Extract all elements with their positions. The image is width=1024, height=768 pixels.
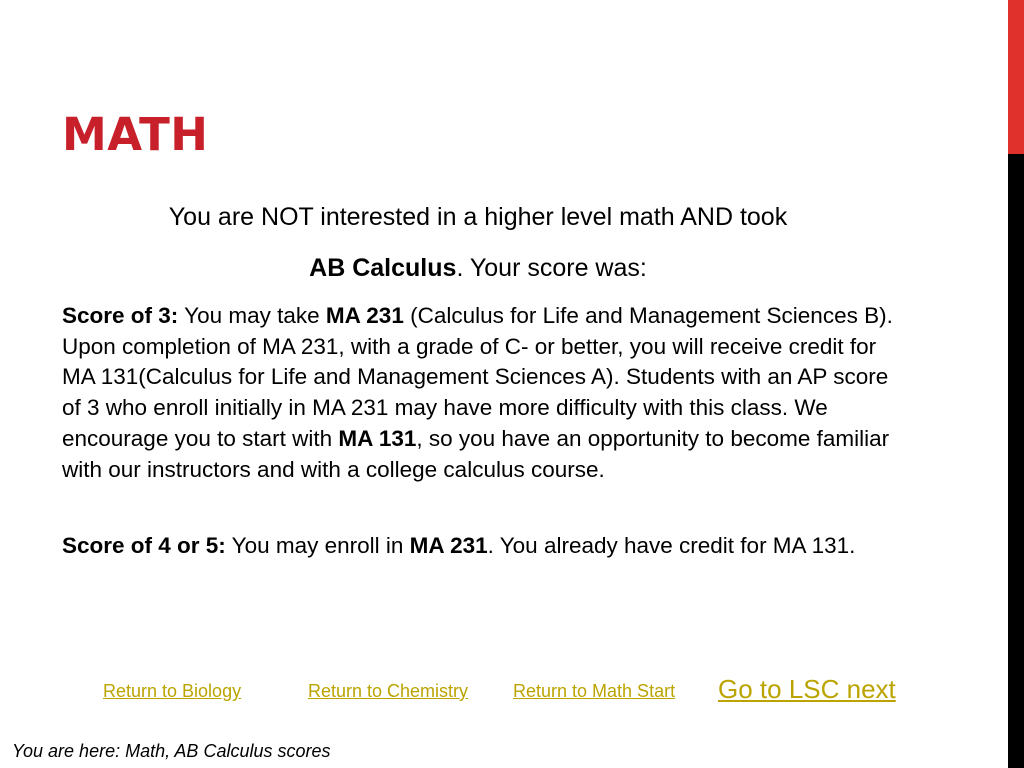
score-3-text-3: , so you have an opportunity to become familiar with our instructors and with a college calculus course.	[62, 425, 890, 482]
slide-title: MATH	[62, 108, 209, 161]
breadcrumb: You are here: Math, AB Calculus scores	[12, 741, 331, 761]
intro-course-name: AB Calculus	[309, 254, 457, 282]
score-4-5-course: MA 231	[409, 533, 488, 558]
score-3-label: Score of 3:	[62, 303, 179, 328]
return-to-chemistry-link[interactable]: Return to Chemistry	[308, 681, 469, 701]
score-3-text-1: You may take	[178, 303, 326, 328]
score-4-5-paragraph	[62, 531, 902, 562]
go-to-lsc-next-link[interactable]: Go to LSC next	[718, 674, 896, 704]
return-to-biology-link[interactable]: Return to Biology	[103, 681, 242, 701]
accent-bar-black	[1008, 154, 1024, 768]
score-3-course-1: MA 231	[325, 303, 404, 328]
score-4-5-label: Score of 4 or 5:	[62, 533, 226, 558]
return-to-math-start-link[interactable]: Return to Math Start	[513, 681, 676, 701]
score-4-5-text-1: You may enroll in	[225, 533, 410, 558]
intro-line-2-text: . Your score was:	[456, 254, 647, 282]
intro-line-2	[0, 254, 956, 283]
score-4-5-text-2: . You already have credit for MA 131.	[487, 533, 856, 558]
accent-bar-red	[1008, 0, 1024, 154]
score-3-course-2: MA 131	[338, 425, 417, 451]
intro-line-1: You are NOT interested in a higher level math AND took	[168, 203, 788, 231]
score-3-paragraph	[62, 301, 902, 485]
score-3-text-2: (Calculus for Life and Management Sciences B). Upon completion of MA 231, with a grade of C- or better, you will receive credit for MA 131(Calculus for Life and Management Sciences A). Students with an AP score of 3 who enroll initially in MA 231 may have more difficulty with this class. We encourage you to start with	[62, 303, 893, 451]
